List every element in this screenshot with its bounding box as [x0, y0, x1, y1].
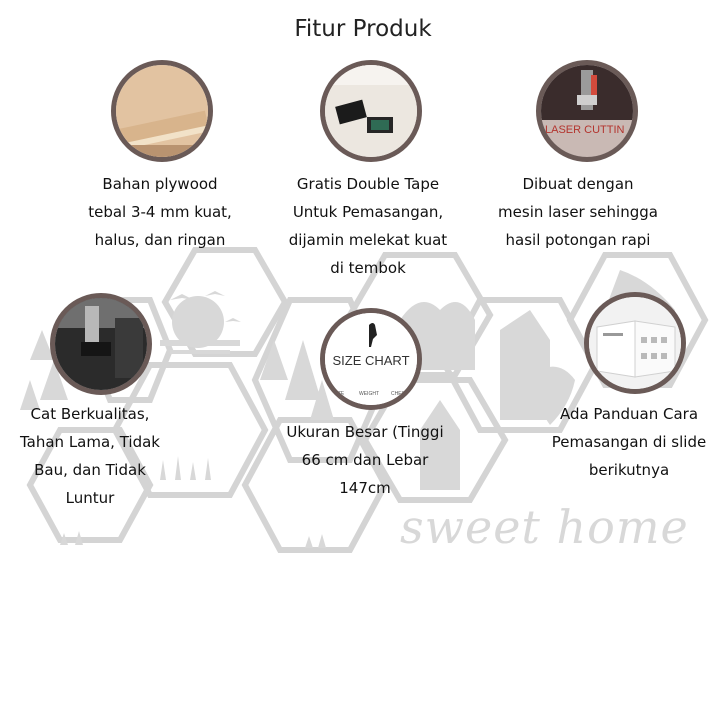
feature-caption-plywood: Bahan plywood tebal 3-4 mm kuat, halus, dan ringan [88, 175, 232, 249]
feature-caption-paint: Cat Berkualitas, Tahan Lama, Tidak Bau, dan Tidak Luntur [19, 405, 160, 507]
feature-caption-laser: Dibuat dengan mesin laser sehingga hasil potongan rapi [498, 175, 658, 249]
manual-photo [584, 292, 686, 394]
feature-caption-double-tape: Gratis Double Tape Untuk Pemasangan, dijamin melekat kuat di tembok [288, 175, 448, 277]
laser-machine-photo [536, 60, 638, 162]
spray-gun-photo [50, 293, 152, 395]
size-chart-col-size: SIZE [333, 391, 345, 397]
size-chart-col-weight: WEIGHT [359, 391, 379, 397]
size-chart-col-chest: CHEST [391, 391, 408, 397]
feature-caption-size: Ukuran Besar (Tinggi 66 cm dan Lebar 147cm [286, 423, 444, 497]
size-chart-image [320, 308, 422, 410]
page-title: Fitur Produk [294, 16, 432, 42]
laser-cutting-label: LASER CUTTIN [545, 124, 625, 136]
double-tape-photo [320, 60, 422, 162]
feature-caption-manual: Ada Panduan Cara Pemasangan di slide berikutnya [551, 405, 707, 479]
size-chart-label: SIZE CHART [332, 353, 410, 368]
sweet-home-watermark: sweet home [400, 500, 689, 554]
plywood-photo [111, 60, 213, 162]
